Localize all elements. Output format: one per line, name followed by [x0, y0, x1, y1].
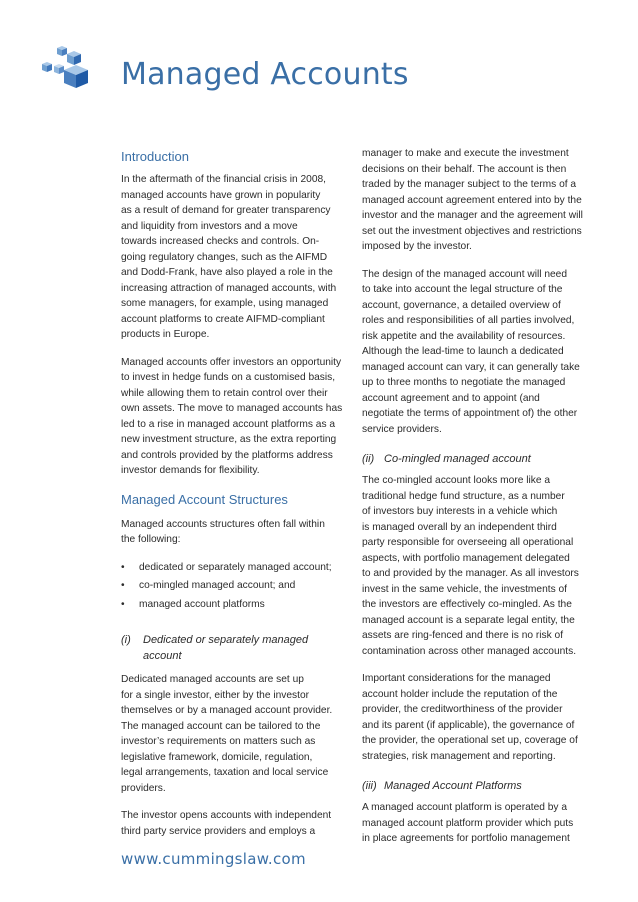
- text-line: Managed accounts offer investors an opportunity: [121, 356, 342, 368]
- text-line: increasing attraction of managed accounts, with: [121, 282, 337, 294]
- right-paragraph-1: [362, 146, 584, 255]
- text-line: and controls provided by the platforms address: [121, 449, 333, 461]
- subsection-number: (ii): [362, 453, 375, 465]
- subsection-title-line: Dedicated or separately managed: [143, 634, 309, 646]
- text-line: investor and the manager and the agreement will: [362, 210, 583, 221]
- text-line: and Dodd-Frank, have also played a role in the: [121, 267, 333, 278]
- text-line: roles and responsibilities of all parties involved,: [362, 315, 575, 326]
- text-line: account agreement and to appoint (and: [362, 392, 540, 404]
- text-line: account, governance, a detailed overview of: [362, 299, 561, 311]
- text-line: providers.: [121, 782, 166, 794]
- text-line: account holder include the reputation of the: [362, 688, 558, 700]
- text-line: own assets. The move to managed accounts has: [121, 403, 343, 414]
- text-line: Dedicated managed accounts are set up: [121, 674, 304, 685]
- text-line: Important considerations for the managed: [362, 673, 551, 684]
- text-line: The managed account can be tailored to the: [121, 720, 321, 732]
- text-line: risk appetite and the availability of resources.: [362, 330, 566, 342]
- structures-paragraph: [121, 517, 339, 548]
- text-line: In the aftermath of the financial crisis in 2008,: [121, 174, 326, 185]
- introduction-heading: Introduction: [121, 149, 189, 164]
- bullet-icon: •: [121, 561, 125, 573]
- list-item: [121, 560, 339, 576]
- text-line: The co-mingled account looks more like a: [362, 475, 550, 486]
- list-item: [121, 578, 339, 594]
- text-line: strategies, risk management and reporting.: [362, 750, 556, 762]
- text-line: traditional hedge fund structure, as a number: [362, 490, 565, 502]
- text-line: set out the investment objectives and restrictions: [362, 225, 582, 237]
- text-line: contamination across other managed accounts.: [362, 645, 577, 657]
- text-line: party responsible for overseeing all operational: [362, 537, 574, 548]
- list-item-text: co-mingled managed account; and: [139, 580, 296, 591]
- text-line: products in Europe.: [121, 329, 210, 340]
- text-line: and its parent (if applicable), the governance of: [362, 719, 575, 731]
- text-line: new investment structure, as the extra reporting: [121, 434, 337, 445]
- text-line: up to three months to negotiate the managed: [362, 377, 566, 388]
- text-line: provider, the creditworthiness of the provider: [362, 704, 563, 715]
- subsection-number: (i): [121, 634, 131, 646]
- text-line: to take into account the legal structure of the: [362, 284, 563, 295]
- text-line: investor’s requirements on matters such as: [121, 736, 316, 747]
- text-line: managed accounts have grown in popularity: [121, 189, 321, 201]
- list-item-text: dedicated or separately managed account;: [139, 561, 332, 573]
- text-line: as a result of demand for greater transparency: [121, 205, 331, 216]
- text-line: in place agreements for portfolio management: [362, 833, 570, 844]
- left-column: [121, 146, 343, 839]
- text-line: is managed overall by an independent third: [362, 521, 557, 533]
- text-line: themselves or by a managed account provider.: [121, 705, 333, 716]
- text-line: Although the lead-time to launch a dedicated: [362, 346, 564, 357]
- page-title: Managed Accounts: [121, 57, 409, 92]
- text-line: led to a rise in managed account platforms as a: [121, 418, 336, 430]
- text-line: managed account agreement entered into by the: [362, 194, 582, 206]
- text-line: to invest in hedge funds on a customised basis,: [121, 372, 336, 383]
- list-item-text: managed account platforms: [139, 598, 265, 610]
- text-line: towards increased checks and controls. On-: [121, 236, 320, 247]
- text-line: managed account is a separate legal entity, the: [362, 614, 575, 626]
- stacked-cubes-logo-icon: [40, 46, 92, 88]
- text-line: Managed accounts structures often fall within: [121, 518, 325, 530]
- subsection-2-paragraph-1: [362, 473, 584, 659]
- text-line: investor demands for flexibility.: [121, 465, 260, 476]
- bullet-icon: •: [121, 580, 125, 591]
- text-line: some managers, for example, using managed: [121, 298, 329, 309]
- text-line: the following:: [121, 534, 181, 545]
- subsection-1-heading: [121, 632, 339, 664]
- text-line: The investor opens accounts with independent: [121, 810, 332, 821]
- subsection-3-paragraph-1: [362, 800, 584, 847]
- text-line: traded by the manager subject to the terms of a: [362, 179, 577, 190]
- structures-bullet-list: [121, 560, 339, 613]
- text-line: legal arrangements, taxation and local service: [121, 767, 329, 778]
- text-line: service providers.: [362, 423, 442, 435]
- footer-website-link[interactable]: www.cummingslaw.com: [121, 850, 306, 868]
- text-line: third party service providers and employs a: [121, 825, 316, 837]
- list-item: [121, 597, 339, 613]
- text-line: to and provided by the manager. As all investors: [362, 568, 579, 579]
- subsection-title: Managed Account Platforms: [384, 780, 522, 792]
- intro-paragraph-1: [121, 172, 339, 343]
- subsection-2-heading: [362, 451, 584, 467]
- text-line: legislative framework, domicile, regulation,: [121, 751, 313, 763]
- text-line: while allowing them to retain control over their: [121, 387, 328, 399]
- text-line: negotiate the terms of appointment of) the other: [362, 408, 578, 419]
- text-line: A managed account platform is operated by a: [362, 802, 568, 813]
- text-line: the investors are effectively co-mingled. As the: [362, 599, 572, 610]
- subsection-3-heading: [362, 778, 584, 794]
- subsection-2-paragraph-2: [362, 671, 584, 764]
- text-line: manager to make and execute the investment: [362, 148, 569, 159]
- subsection-title: Co-mingled managed account: [384, 453, 531, 465]
- text-line: for a single investor, either by the investor: [121, 689, 310, 701]
- subsection-number: (iii): [362, 780, 377, 792]
- subsection-title-line: account: [143, 650, 182, 662]
- intro-paragraph-2: [121, 355, 343, 479]
- subsection-1-paragraph-1: [121, 672, 339, 796]
- bullet-icon: •: [121, 598, 125, 610]
- right-paragraph-2: [362, 267, 584, 438]
- text-line: The design of the managed account will need: [362, 268, 568, 280]
- text-line: aspects, with portfolio management delegated: [362, 552, 570, 564]
- text-line: account platforms to create AIFMD-compliant: [121, 313, 325, 325]
- text-line: assets are ring-fenced and there is no risk of: [362, 630, 564, 641]
- text-line: going regulatory changes, such as the AIFMD: [121, 251, 328, 263]
- text-line: managed account platform provider which puts: [362, 817, 574, 829]
- text-line: the provider, the operational set up, coverage of: [362, 735, 578, 746]
- text-line: imposed by the investor.: [362, 241, 472, 252]
- text-line: invest in the same vehicle, the investments of: [362, 583, 567, 595]
- text-line: decisions on their behalf. The account is then: [362, 163, 567, 175]
- text-line: of investors buy interests in a vehicle which: [362, 506, 558, 517]
- text-line: and liquidity from investors and a move: [121, 220, 298, 232]
- structures-heading: Managed Account Structures: [121, 491, 288, 507]
- subsection-1-paragraph-2: [121, 808, 339, 839]
- text-line: managed account can vary, it can generally take: [362, 361, 580, 373]
- right-column: [362, 146, 584, 847]
